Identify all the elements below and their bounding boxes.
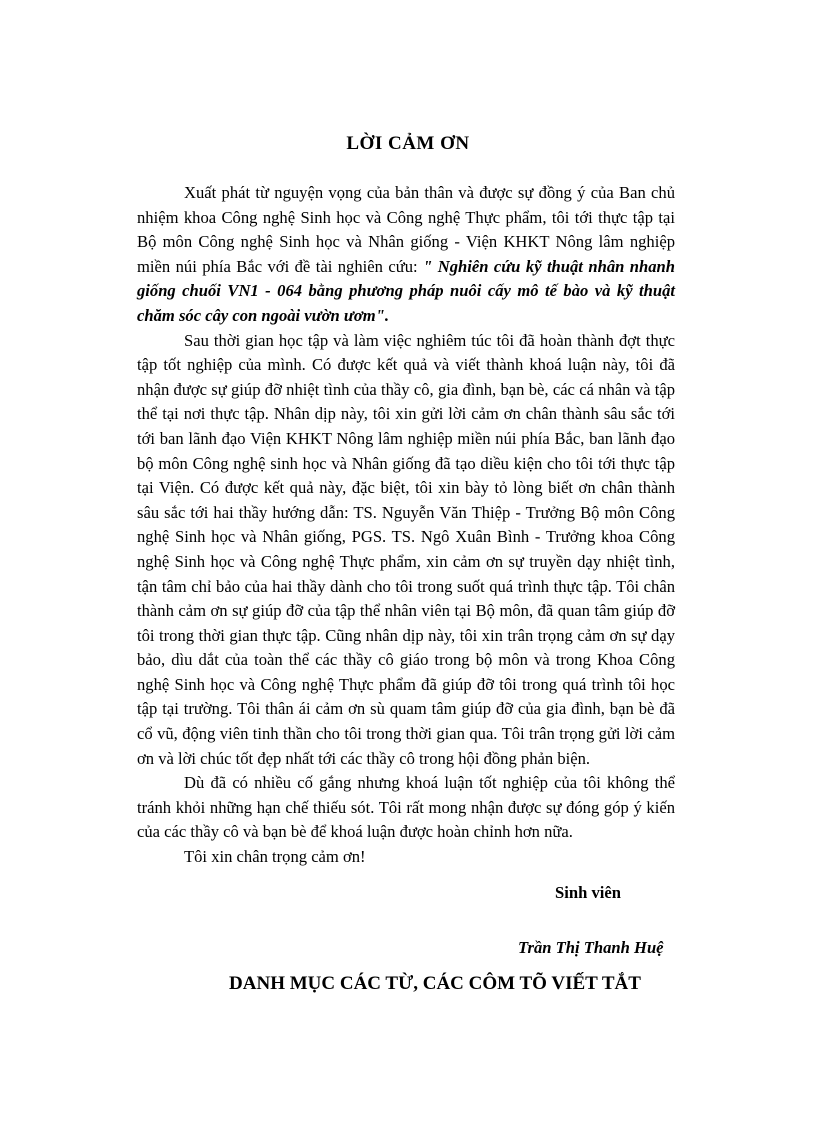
paragraph-intro — [137, 181, 675, 329]
paragraph-intro-text: Xuất phát từ nguyện vọng của bản thân và được sự đồng ý của Ban chủ nhiệm khoa Công nghệ Sinh học và Công nghệ Thực phẩm, tôi tới thực tập tại Bộ môn Công nghệ Sinh học và Nhân giống - Viện KHKT Nông lâm nghiệp miền núi phía Bắc với đề tài nghiên cứu: — [137, 183, 675, 276]
paragraph-thanks: Sau thời gian học tập và làm việc nghiêm túc tôi đã hoàn thành đợt thực tập tốt nghiệp của mình. Có được kết quả và viết thành khoá luận này, tôi đã nhận được sự giúp đỡ nhiệt tình của thầy cô, gia đình, bạn bè, các cá nhân và tập thể tại nơi thực tập. Nhân dịp này, tôi xin gửi lời cảm ơn chân thành sâu sắc tới tới ban lãnh đạo Viện KHKT Nông lâm nghiệp miền núi phía Bắc, ban lãnh đạo bộ môn Công nghệ sinh học và Nhân giống đã tạo diều kiện cho tôi tới thực tập tại Viện. Có được kết quả này, đặc biệt, tôi xin bày tỏ lòng biết ơn chân thành sâu sắc tới hai thầy hướng dẫn: TS. Nguyễn Văn Thiệp - Trưởng Bộ môn Công nghệ Sinh học và Nhân giống, PGS. TS. Ngô Xuân Bình - Trưởng khoa Công nghệ Sinh học và Công nghệ Thực phẩm, xin cảm ơn sự truyền dạy nhiệt tình, tận tâm chỉ bảo của hai thầy dành cho tôi trong suốt quá trình thực tập. Tôi chân thành cảm ơn sự giúp đỡ của tập thể nhân viên tại Bộ môn, đã quan tâm giúp đỡ tôi trong thời gian thực tập. Cũng nhân dịp này, tôi xin trân trọng cảm ơn sự dạy bảo, dìu dắt của toàn thể các thầy cô giáo trong bộ môn và trong Khoa Công nghệ Sinh học và Công nghệ Thực phẩm đã giúp đỡ tôi trong quá trình tôi học tập tại trường. Tôi thân ái cảm ơn sù quam tâm giúp đỡ của gia đình, bạn bè đã cổ vũ, động viên tinh thần cho tôi trong thời gian qua. Tôi trân trọng gửi lời cảm ơn và lời chúc tốt đẹp nhất tới các thầy cô trong hội đồng phản biện. — [137, 330, 675, 768]
next-section-title: DANH MỤC CÁC TỪ, CÁC CÔM TÕ VIẾT TẮT — [229, 973, 641, 994]
acknowledgement-body — [137, 181, 675, 870]
page-title: LỜI CẢM ƠN — [346, 133, 470, 154]
thesis-topic: " Nghiên cứu kỹ thuật nhân nhanh giống chuối VN1 - 064 bằng phương pháp nuôi cấy mô tế bào và kỹ thuật chăm sóc cây con ngoài vườn ươm". — [137, 256, 675, 325]
paragraph-limitations: Dù đã có nhiều cố gắng nhưng khoá luận tốt nghiệp của tôi không thể tránh khỏi những hạn chế thiếu sót. Tôi rất mong nhận được sự đóng góp ý kiến của các thầy cô và bạn bè để khoá luận được hoàn chỉnh hơn nữa. — [137, 773, 675, 842]
signer-label: Sinh viên — [555, 883, 621, 902]
signer-name: Trần Thị Thanh Huệ — [518, 938, 664, 957]
paragraph-closing: Tôi xin chân trọng cảm ơn! — [184, 847, 366, 867]
